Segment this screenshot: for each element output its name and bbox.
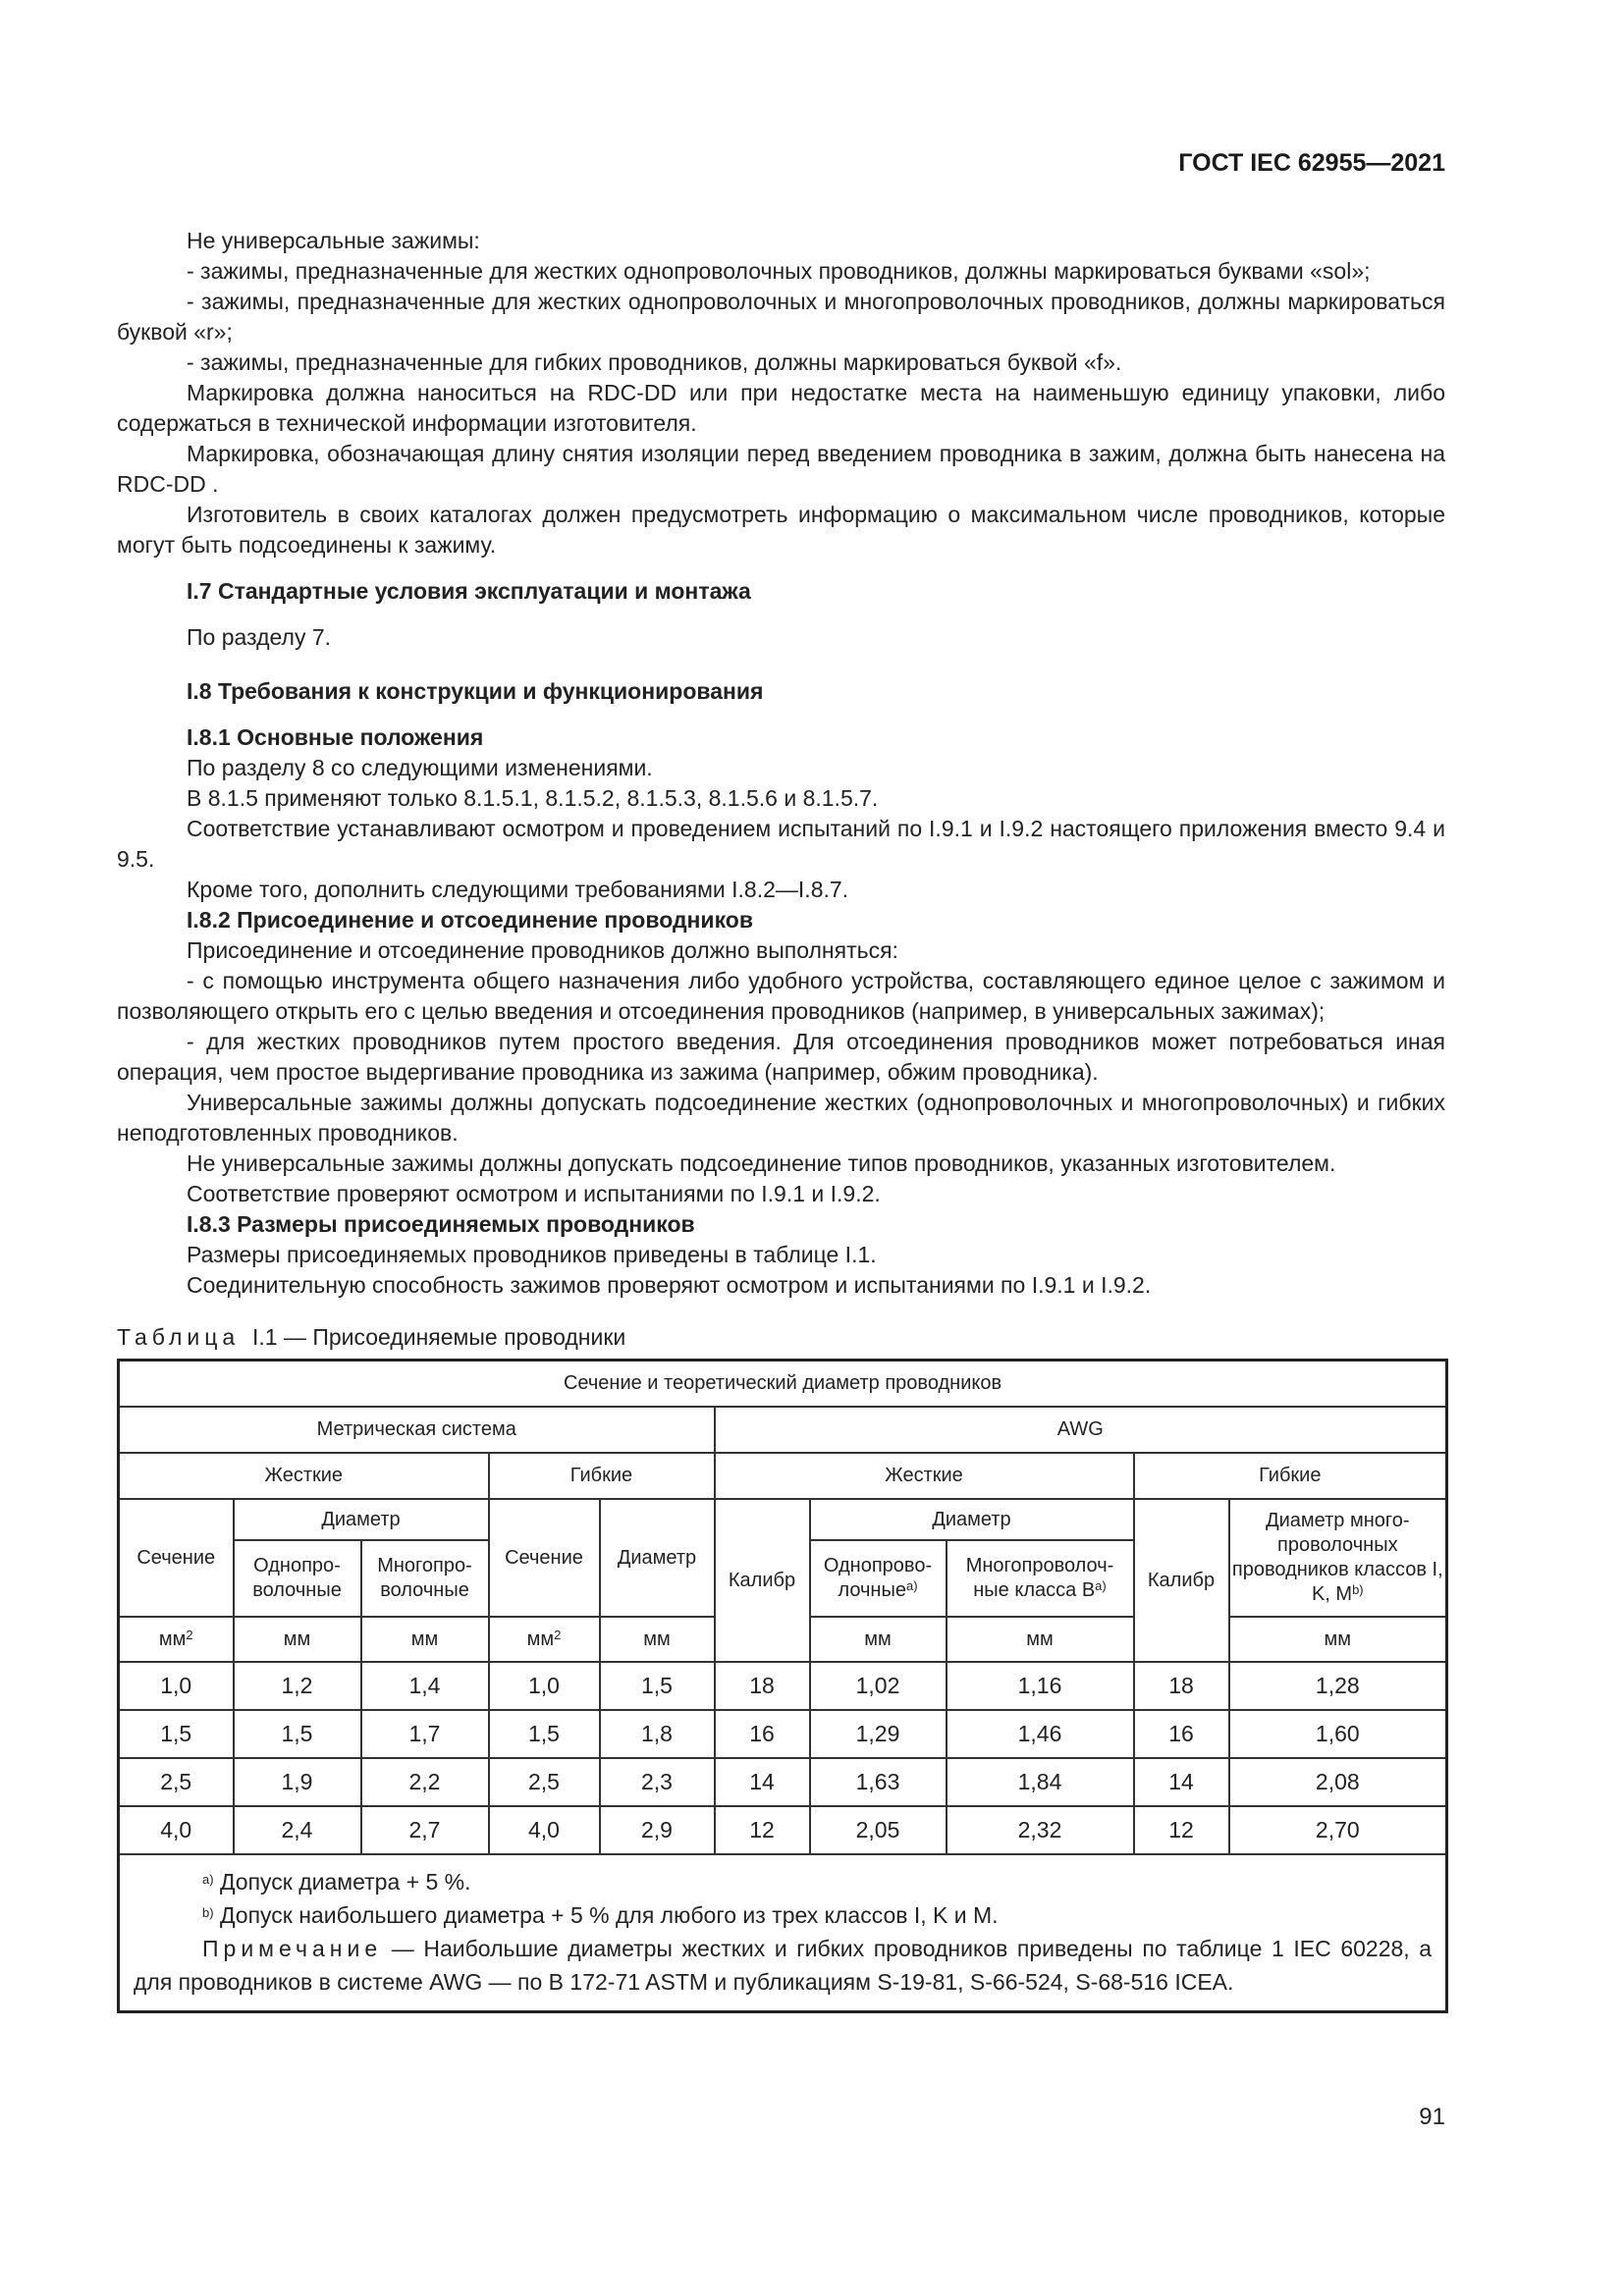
table-caption [117, 1322, 1445, 1353]
paragraph: По разделу 7. [187, 624, 332, 650]
table-row [119, 1662, 1447, 1710]
subsection-heading: I.8.3 Размеры присоединяемых проводников [187, 1211, 695, 1237]
paragraph: Маркировка должна наноситься на RDC-DD или при недостатке места на наименьшую единицу упаковки, либо содержаться в технической информации изготовителя. [117, 380, 1445, 436]
table-cell: 1,16 [947, 1662, 1134, 1710]
table-cell: 1,84 [947, 1758, 1134, 1806]
table-cell: 2,32 [947, 1806, 1134, 1854]
paragraph: Маркировка, обозначающая длину снятия изоляции перед введением проводника в зажим, должна быть нанесена на RDC-DD . [117, 441, 1445, 497]
table-note [134, 1932, 1432, 1999]
table-cell: 2,9 [600, 1806, 715, 1854]
table-cell: 1,8 [600, 1710, 715, 1758]
paragraph: Изготовитель в своих каталогах должен предусмотреть информацию о максимальном числе проводников, которые могут быть подсоединены к зажиму. [117, 502, 1445, 558]
table-cell: 1,0 [119, 1662, 234, 1710]
table-cell: 14 [715, 1758, 810, 1806]
paragraph: По разделу 8 со следующими изменениями. [187, 755, 653, 780]
table-cell: 4,0 [119, 1806, 234, 1854]
table-cell: 1,9 [234, 1758, 361, 1806]
table-cell: 2,05 [810, 1806, 947, 1854]
table-cell: 2,2 [361, 1758, 489, 1806]
paragraph: Универсальные зажимы должны допускать подсоединение жестких (однопроволочных и многопроволочных) и гибких неподготовленных проводников. [117, 1090, 1445, 1146]
table-row [119, 1710, 1447, 1758]
table-cell: 1,28 [1229, 1662, 1447, 1710]
table-cell: 2,5 [119, 1758, 234, 1806]
table-cell: 1,5 [234, 1710, 361, 1758]
table-row [119, 1806, 1447, 1854]
table-cell: 1,4 [361, 1662, 489, 1710]
table-cell: 1,63 [810, 1758, 947, 1806]
table-header-stranded-class-b: Многопроволоч- ные класса $B^{a)}$ [947, 1540, 1134, 1617]
paragraph: Соответствие проверяют осмотром и испытаниями по I.9.1 и I.9.2. [187, 1181, 881, 1206]
paragraph: Кроме того, дополнить следующими требованиями I.8.2—I.8.7. [187, 877, 849, 902]
table-header-diameter: Диаметр [234, 1499, 489, 1540]
unit-mm2: $мм^2$ [119, 1617, 234, 1662]
document-header: ГОСТ IEC 62955—2021 [1178, 149, 1445, 177]
table-cell: 2,70 [1229, 1806, 1447, 1854]
table-header-solid-awg: Однопрово- лочные$^{a)}$ [810, 1540, 947, 1617]
document-body [117, 226, 1445, 2013]
table-header-top: Сечение и теоретический диаметр проводников [119, 1361, 1447, 1408]
table-header-metric: Метрическая система [119, 1407, 715, 1453]
conductors-table [117, 1359, 1448, 2013]
table-cell: 12 [1134, 1806, 1229, 1854]
table-header-stranded: Многопро- волочные [361, 1540, 489, 1617]
table-header-section: Сечение [119, 1499, 234, 1617]
paragraph: - зажимы, предназначенные для гибких проводников, должны маркироваться буквой «f». [187, 349, 1122, 375]
section-heading: I.8 Требования к конструкции и функционирования [187, 678, 764, 704]
table-header-multi-wire-diameter: Диаметр много- проволочных проводников классов I, K, $M^{b)}$ [1229, 1499, 1447, 1617]
table-cell: 1,5 [119, 1710, 234, 1758]
table-header-section-flex: Сечение [489, 1499, 600, 1617]
page-number: 91 [1419, 2104, 1445, 2130]
table-cell: 1,7 [361, 1710, 489, 1758]
table-header-flexible: Гибкие [489, 1453, 715, 1499]
paragraph: Размеры присоединяемых проводников приведены в таблице I.1. [187, 1242, 877, 1267]
footnote-b: $^{b)}$ Допуск наибольшего диаметра + 5 % для любого из трех классов I, K и M. [202, 1902, 999, 1928]
unit-mm: мм [947, 1617, 1134, 1662]
table-row [119, 1758, 1447, 1806]
table-cell: 16 [715, 1710, 810, 1758]
table-cell: 1,02 [810, 1662, 947, 1710]
table-cell: 2,4 [234, 1806, 361, 1854]
paragraph: - для жестких проводников путем простого введения. Для отсоединения проводников может потребоваться иная операция, чем простое выдергивание проводника из зажима (например, обжим проводника). [117, 1029, 1445, 1085]
table-cell: 1,2 [234, 1662, 361, 1710]
table-cell: 1,46 [947, 1710, 1134, 1758]
table-cell: 12 [715, 1806, 810, 1854]
unit-mm: мм [361, 1617, 489, 1662]
table-cell: 14 [1134, 1758, 1229, 1806]
paragraph: Соединительную способность зажимов проверяют осмотром и испытаниями по I.9.1 и I.9.2. [187, 1272, 1152, 1298]
unit-mm: мм [600, 1617, 715, 1662]
table-cell: 1,29 [810, 1710, 947, 1758]
paragraph: Соответствие устанавливают осмотром и проведением испытаний по I.9.1 и I.9.2 настоящего приложения вместо 9.4 и 9.5. [117, 816, 1445, 872]
note-label: Примечание [202, 1936, 383, 1961]
table-header-solid: Однопро- волочные [234, 1540, 361, 1617]
paragraph: - зажимы, предназначенные для жестких однопроволочных и многопроволочных проводников, должны маркироваться буквой «r»; [117, 289, 1445, 345]
paragraph: Не универсальные зажимы: [187, 228, 480, 253]
paragraph: - с помощью инструмента общего назначения либо удобного устройства, составляющего единое целое с зажимом и позволяющего открыть его с целью введения и отсоединения проводников (например, в универсальных зажимах); [117, 968, 1445, 1024]
table-header-rigid-awg: Жесткие [715, 1453, 1134, 1499]
table-header-diameter-flex: Диаметр [600, 1499, 715, 1617]
table-header-diameter-awg: Диаметр [810, 1499, 1134, 1540]
table-header-rigid: Жесткие [119, 1453, 489, 1499]
unit-mm: мм [810, 1617, 947, 1662]
table-caption-label: Таблица [117, 1324, 241, 1350]
paragraph: В 8.1.5 применяют только 8.1.5.1, 8.1.5.2, 8.1.5.3, 8.1.5.6 и 8.1.5.7. [187, 785, 879, 811]
note-text: — Наибольшие диаметры жестких и гибких проводников приведены по таблице 1 IEC 60228, а для проводников в системе AWG — по B 172-71 ASTM и публикациям S-19-81, S-66-524, S-68-516 ICEA. [134, 1936, 1433, 1995]
table-header-gauge-flex: Калибр [1134, 1499, 1229, 1662]
unit-mm: мм [234, 1617, 361, 1662]
table-cell: 16 [1134, 1710, 1229, 1758]
paragraph: Присоединение и отсоединение проводников должно выполняться: [187, 937, 898, 963]
paragraph: Не универсальные зажимы должны допускать подсоединение типов проводников, указанных изготовителем. [187, 1150, 1336, 1176]
table-cell: 4,0 [489, 1806, 600, 1854]
table-caption-text: I.1 — Присоединяемые проводники [251, 1324, 626, 1350]
subsection-heading: I.8.1 Основные положения [187, 724, 484, 750]
table-cell: 2,7 [361, 1806, 489, 1854]
subsection-heading: I.8.2 Присоединение и отсоединение проводников [187, 907, 753, 933]
section-heading: I.7 Стандартные условия эксплуатации и монтажа [187, 578, 751, 604]
table-cell: 1,0 [489, 1662, 600, 1710]
table-cell: 1,5 [600, 1662, 715, 1710]
table-cell: 18 [1134, 1662, 1229, 1710]
footnote-a: $^{a)}$ Допуск диаметра + 5 %. [202, 1869, 471, 1895]
paragraph: - зажимы, предназначенные для жестких однопроволочных проводников, должны маркироваться буквами «sol»; [187, 258, 1371, 284]
table-cell: 2,5 [489, 1758, 600, 1806]
table-header-flexible-awg: Гибкие [1134, 1453, 1447, 1499]
table-header-awg: AWG [715, 1407, 1447, 1453]
table-cell: 2,08 [1229, 1758, 1447, 1806]
unit-mm2: $мм^2$ [489, 1617, 600, 1662]
table-notes [119, 1854, 1447, 2012]
table-cell: 1,5 [489, 1710, 600, 1758]
table-header-gauge: Калибр [715, 1499, 810, 1662]
table-cell: 1,60 [1229, 1710, 1447, 1758]
unit-mm: мм [1229, 1617, 1447, 1662]
table-cell: 18 [715, 1662, 810, 1710]
table-cell: 2,3 [600, 1758, 715, 1806]
